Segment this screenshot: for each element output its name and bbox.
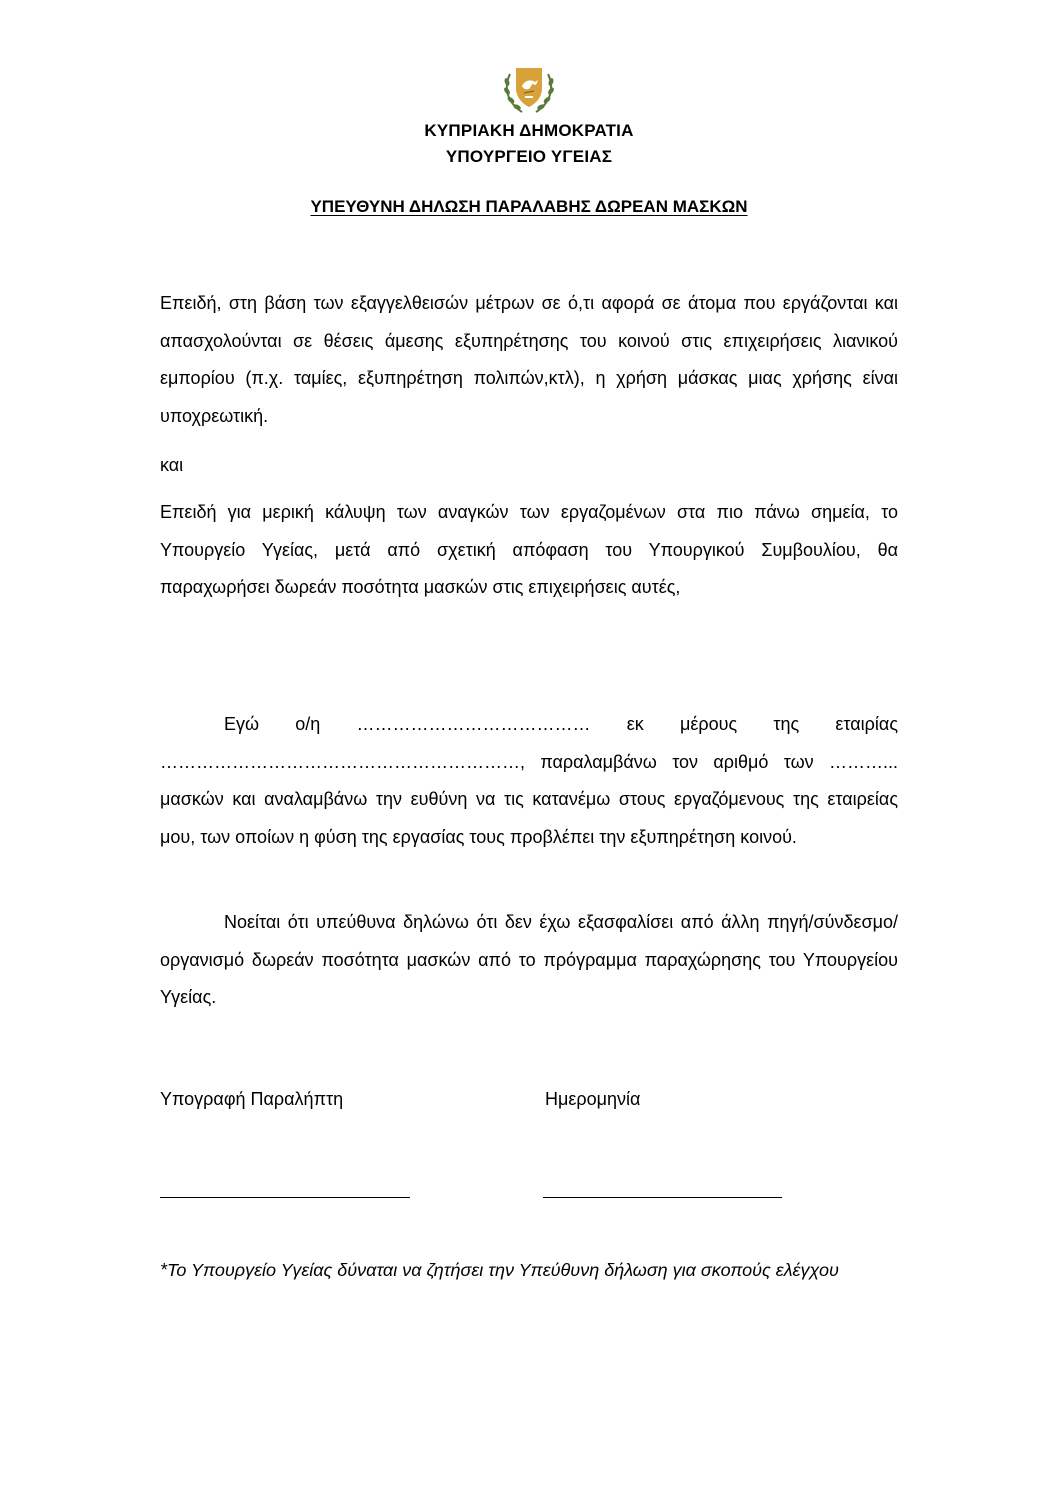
date-line [543, 1197, 782, 1198]
paragraph-declaration: Εγώ ο/η ………………………………… εκ μέρους της εταιρίας ……………………………………………………, παραλαμβάνω τον αριθμό των ………... μασκών και αναλαμβάνω την ευθύνη να τις κατανέμω στους εργαζόμενους της εταιρείας μου, των οποίων η φύση της εργασίας τους προβλέπει την εξυπηρέτηση κοινού. [160, 714, 898, 847]
date-label: Ημερομηνία [545, 1089, 641, 1109]
recipient-signature-label: Υπογραφή Παραλήπτη [160, 1089, 344, 1109]
signature-line [160, 1197, 410, 1198]
paragraph-statement: Νοείται ότι υπεύθυνα δηλώνω ότι δεν έχω εξασφαλίσει από άλλη πηγή/σύνδεσμο/οργανισμό δωρεάν ποσότητα μασκών από το πρόγραμμα παραχώρησης του Υπουργείου Υγείας. [160, 912, 898, 1007]
paragraph-whereas-2: Επειδή για μερική κάλυψη των αναγκών των εργαζομένων στα πιο πάνω σημεία, το Υπουργείο Υγείας, μετά από σχετική απόφαση του Υπουργικού Συμβουλίου, θα παραχωρήσει δωρεάν ποσότητα μασκών στις επιχειρήσεις αυτές, [160, 502, 898, 597]
header-country: ΚΥΠΡΙΑΚΗ ΔΗΜΟΚΡΑΤΙΑ [424, 121, 634, 140]
header-ministry: ΥΠΟΥΡΓΕΙΟ ΥΓΕΙΑΣ [445, 147, 613, 166]
cyprus-coat-of-arms-icon [500, 60, 558, 118]
paragraph-whereas-1: Επειδή, στη βάση των εξαγγελθεισών μέτρων σε ό,τι αφορά σε άτομα που εργάζονται και απασχολούνται σε θέσεις άμεσης εξυπηρέτησης του κοινού στις επιχειρήσεις λιανικού εμπορίου (π.χ. ταμίες, εξυπηρέτηση πολιπών,κτλ), η χρήση μάσκας μιας χρήσης είναι υποχρεωτική. [160, 293, 898, 426]
document-title: ΥΠΕΥΘΥΝΗ ΔΗΛΩΣΗ ΠΑΡΑΛΑΒΗΣ ΔΩΡΕΑΝ ΜΑΣΚΩΝ [310, 197, 748, 216]
footnote: *Το Υπουργείο Υγείας δύναται να ζητήσει την Υπεύθυνη δήλωση για σκοπούς ελέγχου [160, 1260, 839, 1280]
conjunction-text: και [160, 455, 184, 475]
